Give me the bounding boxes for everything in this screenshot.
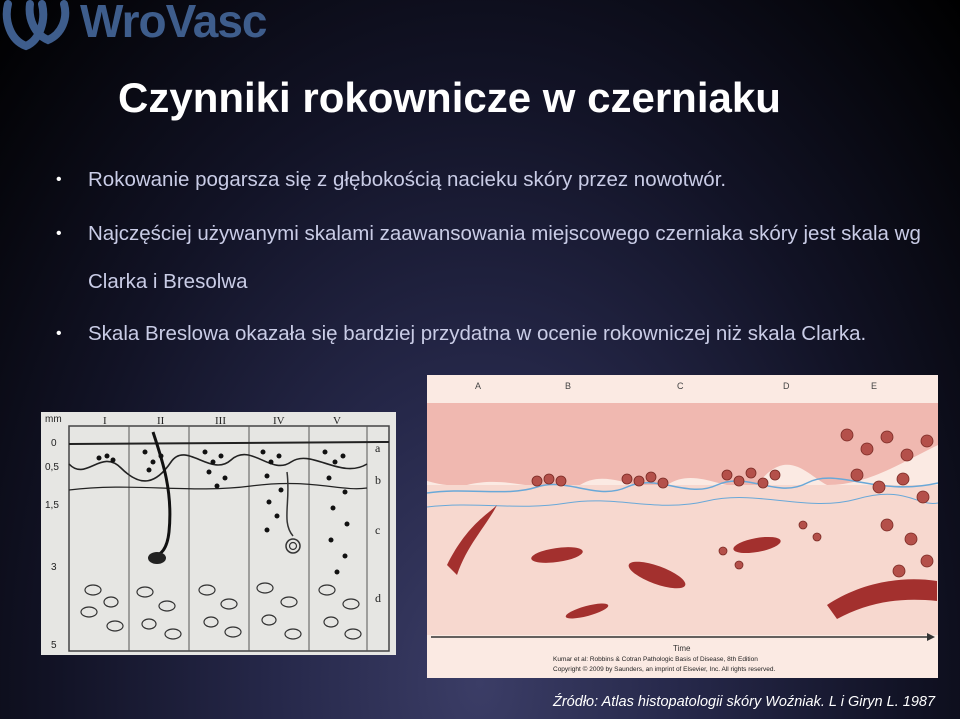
- clark-level-label: V: [333, 415, 341, 427]
- depth-label: 1,5: [45, 500, 59, 511]
- logo-text: WroVasc: [80, 0, 267, 47]
- time-axis-label: Time: [673, 644, 691, 653]
- bullet-dot-icon: •: [56, 225, 62, 242]
- wrovasc-logo: [0, 0, 270, 52]
- bullet-text: Rokowanie pogarsza się z głębokością nacieku skóry przez nowotwór.: [88, 168, 727, 191]
- clark-level-label: I: [103, 415, 107, 427]
- clark-side-label: a: [375, 441, 381, 455]
- melanoma-progression-figure: [427, 375, 938, 678]
- figure-credit-line: Kumar et al: Robbins & Cotran Pathologic Basis of Disease, 8th Edition: [553, 656, 758, 663]
- bullet-text: Najczęściej używanymi skalami zaawansowania miejscowego czerniaka skóry jest skala wg Clarka i Bresolwa: [88, 222, 921, 293]
- bullet-dot-icon: •: [56, 171, 62, 188]
- bullet-dot-icon: •: [56, 325, 62, 342]
- stage-label: E: [871, 381, 878, 391]
- stage-label: A: [475, 381, 482, 391]
- depth-label: 0: [51, 438, 57, 449]
- figure-credit-line: Copyright © 2009 by Saunders, an imprint of Elsevier, Inc. All rights reserved.: [553, 666, 776, 673]
- stage-label: D: [783, 381, 790, 391]
- depth-label: 5: [51, 640, 57, 651]
- stage-label: C: [677, 381, 684, 391]
- clark-level-label: IV: [273, 415, 285, 427]
- bullet-text: Skala Breslowa okazała się bardziej przydatna w ocenie rokowniczej niż skala Clarka.: [88, 322, 867, 345]
- depth-unit-label: mm: [45, 414, 62, 425]
- clark-level-label: II: [157, 415, 165, 427]
- stage-label: B: [565, 381, 572, 391]
- logo-mark-icon: [0, 0, 76, 52]
- clark-side-label: c: [375, 523, 381, 537]
- clark-levels-figure: [41, 412, 396, 655]
- clark-side-label: b: [375, 473, 381, 487]
- depth-label: 0,5: [45, 462, 59, 473]
- depth-label: 3: [51, 562, 57, 573]
- slide-title: Czynniki rokownicze w czerniaku: [118, 74, 781, 121]
- clark-side-label: d: [375, 591, 381, 605]
- source-citation: Źródło: Atlas histopatologii skóry Woźniak. L i Giryn L. 1987: [553, 694, 936, 710]
- clark-level-label: III: [215, 415, 226, 427]
